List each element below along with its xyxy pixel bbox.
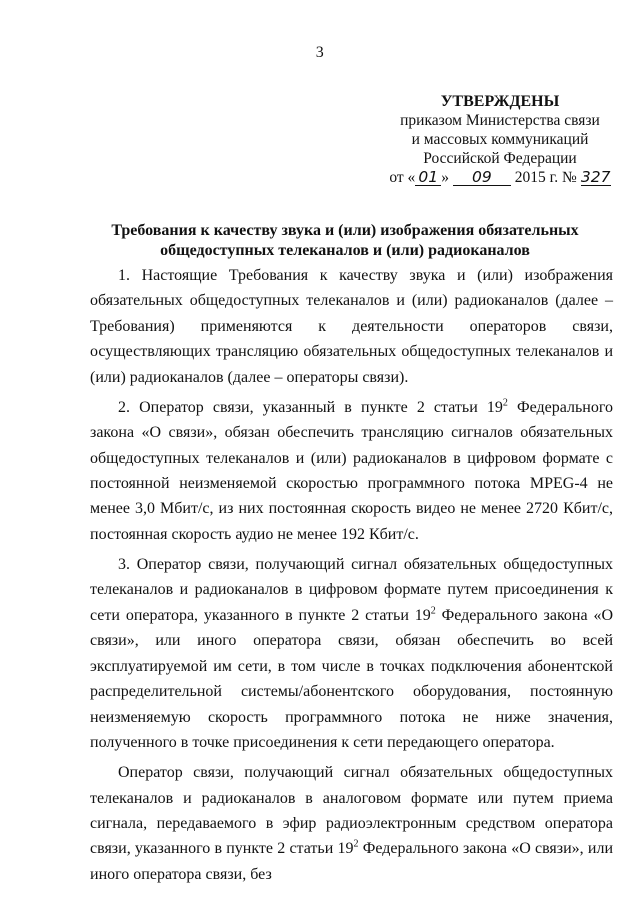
title-line-2: общедоступных телеканалов и (или) радиоканалов (160, 242, 530, 259)
superscript: 2 (502, 397, 508, 409)
year-text: 2015 г. № (514, 169, 577, 186)
paragraph-4-part-1: Оператор связи, получающий сигнал обязательных общедоступных телеканалов и радиоканалов в аналоговом формате или путем приема сигнала, передаваемого в эфир радиоэлектронным средством оператора связи, указанного в пункте 2 статьи 19 (90, 764, 613, 858)
handwritten-number: 327 (580, 168, 611, 186)
superscript: 2 (430, 605, 436, 617)
paragraph-2 (90, 395, 613, 547)
paragraph-1: 1. Настоящие Требования к качеству звука и (или) изображения обязательных общедоступных телеканалов и (или) радиоканалов (далее – Требования) применяются к деятельности операторов связи, осуществляющих трансляцию обязательных общедоступных телеканалов и (или) радиоканалов (далее – операторы связи). (90, 267, 613, 386)
approval-heading: УТВЕРЖДЕНЫ (440, 93, 560, 110)
approval-line-1: приказом Министерства связи (400, 112, 600, 129)
date-mid: » (441, 169, 450, 186)
approval-line-2: и массовых коммуникаций (411, 131, 589, 148)
approval-block (380, 92, 620, 187)
superscript: 2 (353, 839, 359, 850)
paragraph-3 (90, 552, 613, 755)
approval-line-3: Российской Федерации (423, 150, 577, 167)
handwritten-month: 09 (453, 169, 511, 186)
paragraph-3-part-2: Федерального закона «О связи», или иного оператора связи, обязан обеспечить во всей эксплуатируемой им сети, в том числе в точках подключения абонентской распределительной системы/абонентского оборудования, постоянную неизменяемую скорость программного потока не ниже значения, полученного в точке присоединения к сети передающего оператора. (90, 606, 613, 751)
paragraph-3-part-1: 3. Оператор связи, получающий сигнал обязательных общедоступных телеканалов и радиоканалов в цифровом формате путем присоединения к сети оператора, указанного в пункте 2 статьи 19 (90, 556, 613, 624)
title-line-1: Требования к качеству звука и (или) изображения обязательных (111, 222, 579, 239)
paragraph-2-part-2: Федерального закона «О связи», обязан обеспечить трансляцию сигналов обязательных общедоступных телеканалов и (или) радиоканалов в цифровом формате с постоянной неизменяемой скоростью программного потока MPEG-4 не менее 3,0 Мбит/с, из них постоянная скорость видео не менее 2720 Кбит/с, постоянная скорость аудио не менее 192 Кбит/с. (90, 398, 614, 543)
document-body (90, 263, 613, 892)
approval-date-line (380, 168, 620, 187)
date-prefix: от « (389, 169, 416, 186)
paragraph-4-part-2: Федерального закона «О связи», или иного оператора связи, без (90, 840, 614, 883)
handwritten-day: 01 (415, 169, 441, 186)
document-title (80, 221, 610, 261)
page-number: 3 (315, 44, 325, 61)
paragraph-2-part-1: 2. Оператор связи, указанный в пункте 2 статьи 19 (118, 398, 503, 416)
paragraph-4 (90, 760, 613, 887)
